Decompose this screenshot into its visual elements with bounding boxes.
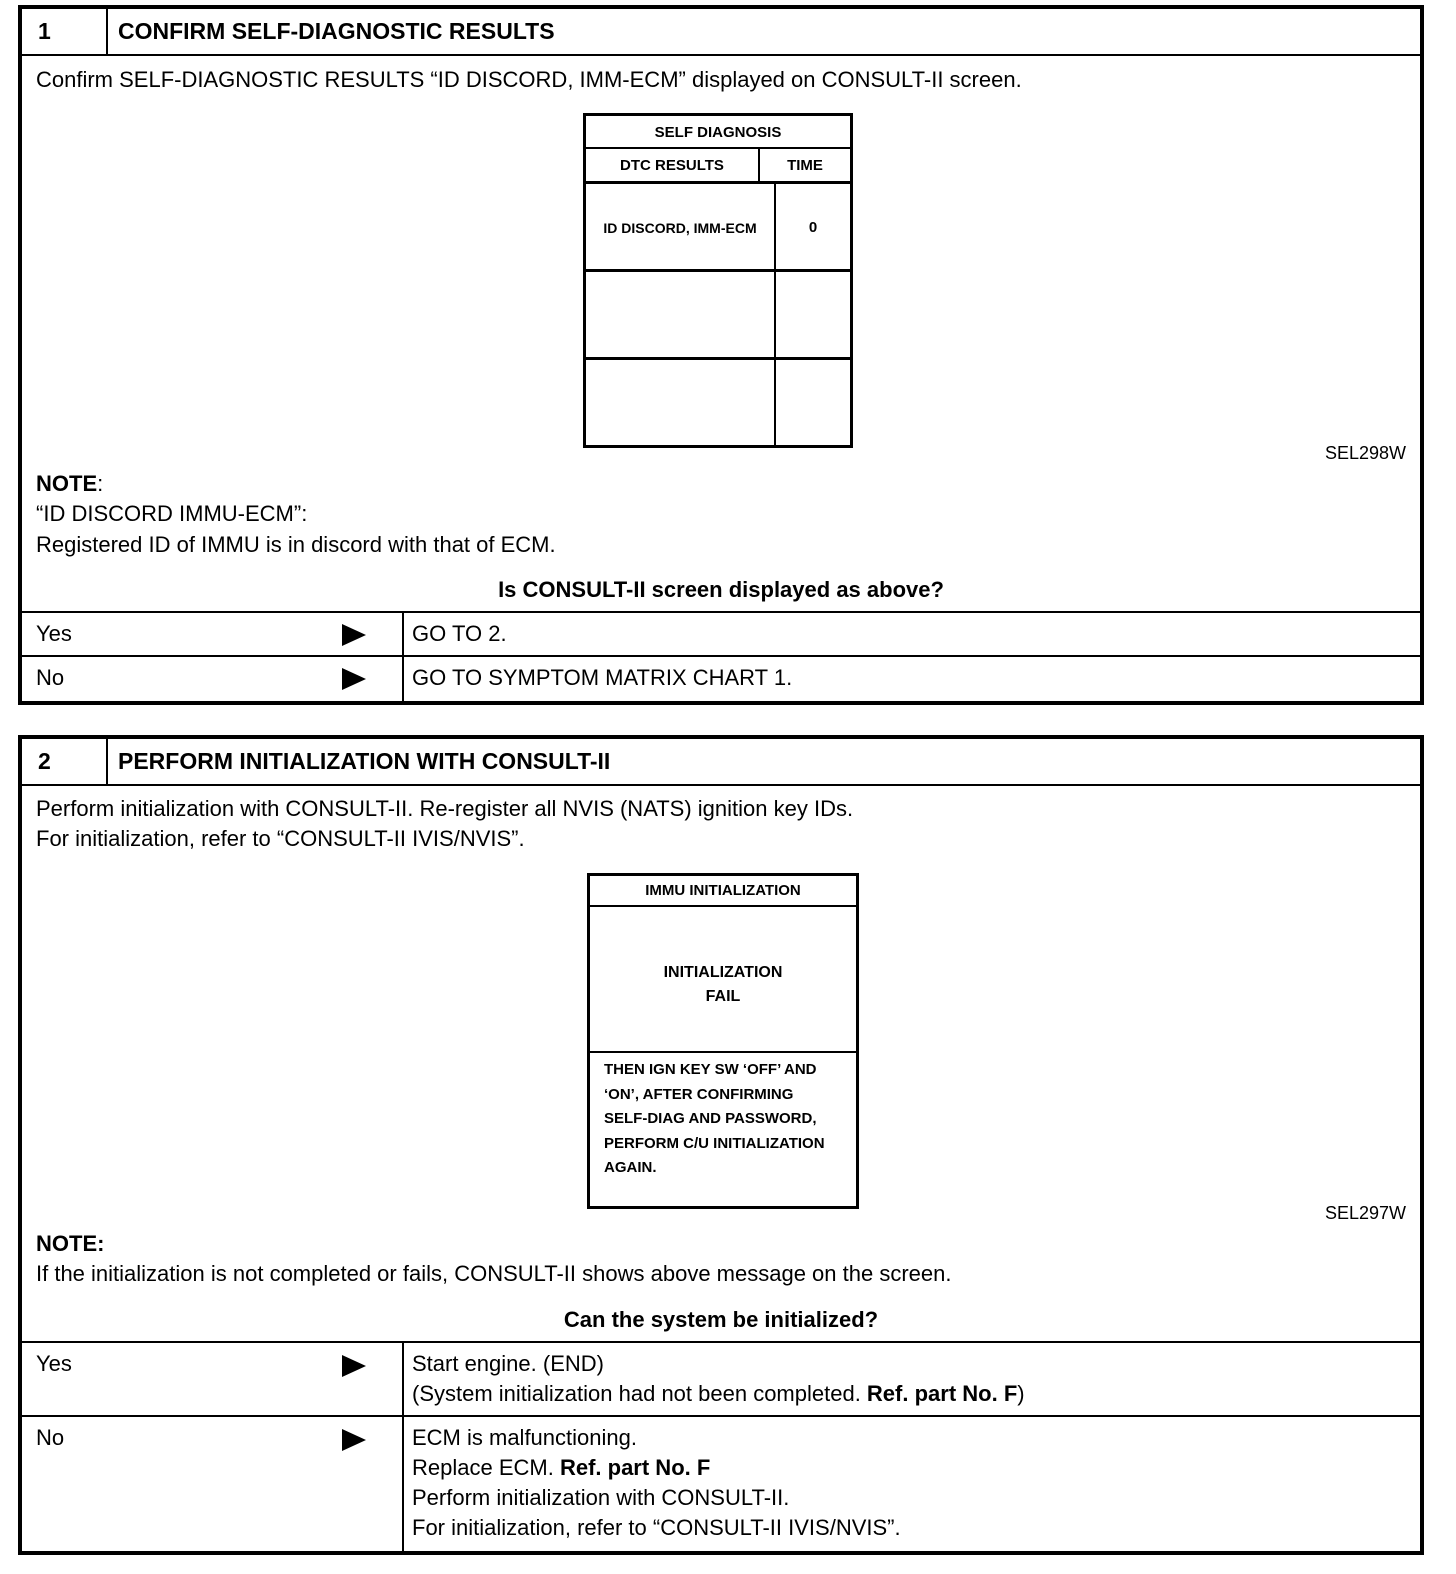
step-2-description-line-2: For initialization, refer to “CONSULT-II IVIS/NVIS”. <box>36 826 525 851</box>
answer-no-line-2-text: Replace ECM. <box>412 1455 560 1480</box>
answer-no-label: No <box>36 665 65 690</box>
dtc-row-3-result <box>586 360 776 445</box>
message-line-5: AGAIN. <box>604 1159 657 1176</box>
message-line-3: SELF-DIAG AND PASSWORD, <box>604 1110 817 1127</box>
answer-yes-line-2 <box>412 1379 1025 1409</box>
answer-no-line-2 <box>412 1453 901 1483</box>
arrow-right-icon <box>342 1355 366 1377</box>
dtc-row-3-time <box>776 360 850 445</box>
step-2-number: 2 <box>22 739 108 784</box>
self-diagnosis-screen <box>583 113 853 448</box>
answer-yes-label: Yes <box>36 1351 72 1376</box>
answer-yes-line-2-suffix: ) <box>1017 1381 1025 1406</box>
immu-initialization-title: IMMU INITIALIZATION <box>590 876 856 907</box>
arrow-right-icon <box>342 668 366 690</box>
answer-yes-line-1: Start engine. (END) <box>412 1351 604 1376</box>
note-label: NOTE <box>36 471 98 496</box>
step-2-title: PERFORM INITIALIZATION WITH CONSULT-II <box>118 748 611 774</box>
answer-no-result[interactable] <box>412 1423 901 1543</box>
message-line-1: THEN IGN KEY SW ‘OFF’ AND <box>604 1061 817 1078</box>
figure-code: SEL297W <box>1324 1203 1406 1223</box>
dtc-row-1-result: ID DISCORD, IMM-ECM <box>586 184 776 272</box>
answer-no-result[interactable]: GO TO SYMPTOM MATRIX CHART 1. <box>412 665 793 690</box>
answer-yes-label: Yes <box>36 621 72 646</box>
column-divider <box>402 1343 404 1415</box>
note-text: If the initialization is not completed or fails, CONSULT-II shows above message on the screen. <box>36 1261 952 1286</box>
answer-no-row[interactable] <box>22 1415 1420 1553</box>
arrow-right-icon <box>342 1429 366 1451</box>
step-1-box <box>18 5 1424 705</box>
answer-no-line-4: For initialization, refer to “CONSULT-II IVIS/NVIS”. <box>412 1515 901 1540</box>
answer-yes-row[interactable] <box>22 611 1420 655</box>
dtc-results-header: DTC RESULTS <box>586 149 760 184</box>
answer-yes-row[interactable] <box>22 1341 1420 1415</box>
column-divider <box>402 613 404 655</box>
answer-no-line-3: Perform initialization with CONSULT-II. <box>412 1485 790 1510</box>
step-1-question: Is CONSULT-II screen displayed as above? <box>498 577 944 602</box>
immu-initialization-screen <box>587 873 859 1209</box>
step-2-header <box>22 739 1420 786</box>
answer-yes-result[interactable] <box>412 1349 1025 1409</box>
message-line-2: ‘ON’, AFTER CONFIRMING <box>604 1085 794 1103</box>
column-divider <box>402 657 404 703</box>
time-header: TIME <box>760 149 850 184</box>
note-heading <box>36 469 103 499</box>
step-1-description: Confirm SELF-DIAGNOSTIC RESULTS “ID DISCORD, IMM-ECM” displayed on CONSULT-II screen. <box>36 67 1022 92</box>
step-2-question: Can the system be initialized? <box>563 1307 879 1332</box>
arrow-right-icon <box>342 624 366 646</box>
step-1-number: 1 <box>22 9 108 54</box>
dtc-row-1-time: 0 <box>776 184 850 272</box>
answer-no-row[interactable] <box>22 655 1420 703</box>
dtc-row-2-time <box>776 272 850 360</box>
message-line-4: PERFORM C/U INITIALIZATION <box>604 1134 825 1152</box>
self-diagnosis-title: SELF DIAGNOSIS <box>586 116 850 149</box>
dtc-row-2-result <box>586 272 776 360</box>
status-line-2: FAIL <box>705 988 741 1005</box>
note-line-1: “ID DISCORD IMMU-ECM”: <box>36 501 308 526</box>
initialization-message <box>604 1058 825 1181</box>
initialization-status <box>590 907 856 1053</box>
figure-code: SEL298W <box>1324 443 1406 463</box>
step-2-box <box>18 735 1424 1555</box>
status-line-1: INITIALIZATION <box>663 964 783 981</box>
step-1-title: CONFIRM SELF-DIAGNOSTIC RESULTS <box>118 18 555 44</box>
answer-yes-result[interactable]: GO TO 2. <box>412 621 507 646</box>
answer-yes-line-2-text: (System initialization had not been completed. <box>412 1381 867 1406</box>
answer-no-label: No <box>36 1425 65 1450</box>
column-divider <box>402 1417 404 1553</box>
step-2-description-line-1: Perform initialization with CONSULT-II. Re-register all NVIS (NATS) ignition key IDs. <box>36 796 854 821</box>
ref-part-number: Ref. part No. F <box>559 1455 711 1480</box>
note-colon: : <box>97 471 104 496</box>
note-label: NOTE: <box>36 1231 105 1256</box>
step-1-header <box>22 9 1420 56</box>
ref-part-number: Ref. part No. F <box>866 1381 1018 1406</box>
answer-no-line-1: ECM is malfunctioning. <box>412 1425 637 1450</box>
note-line-2: Registered ID of IMMU is in discord with that of ECM. <box>36 532 556 557</box>
